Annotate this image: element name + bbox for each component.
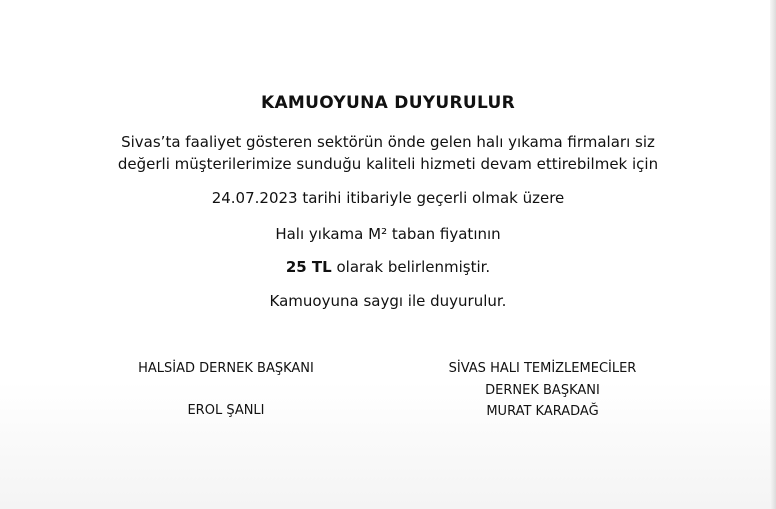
announcement-title: KAMUOYUNA DUYURULUR — [260, 93, 516, 113]
left-signatory-name: EROL ŞANLI — [187, 403, 265, 418]
left-signatory-title: HALSİAD DERNEK BAŞKANI — [138, 361, 314, 376]
price-value: 25 TL — [285, 258, 332, 276]
announcement-line-2: değerli müşterilerimize sunduğu kaliteli hizmeti devam ettirebilmek için — [117, 155, 659, 173]
closing-line: Kamuoyuna saygı ile duyurulur. — [269, 292, 507, 310]
price-line — [0, 258, 776, 276]
price-intro-line: Halı yıkama M² taban fiyatının — [275, 225, 501, 243]
right-signatory-title-line-1: SİVAS HALI TEMİZLEMECİLER — [448, 361, 637, 376]
price-suffix: olarak belirlenmiştir. — [331, 258, 491, 276]
page-edge-shadow — [770, 0, 776, 509]
announcement-line-1: Sivas’ta faaliyet gösteren sektörün önde gelen halı yıkama firmaları siz — [121, 133, 655, 151]
right-signatory-title-line-2: DERNEK BAŞKANI — [485, 383, 600, 398]
right-signatory-name: MURAT KARADAĞ — [486, 404, 599, 419]
effective-date-line: 24.07.2023 tarihi itibariyle geçerli olmak üzere — [211, 189, 565, 207]
